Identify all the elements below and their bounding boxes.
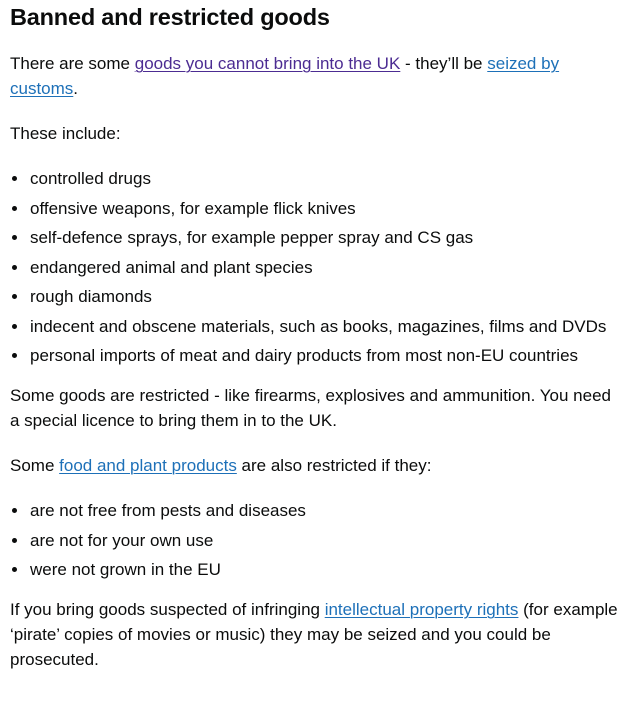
list-item: offensive weapons, for example flick knives	[10, 196, 621, 221]
these-include-text: These include:	[10, 124, 121, 143]
intro-text-before: There are some	[10, 54, 135, 73]
list-item: rough diamonds	[10, 284, 621, 309]
banned-goods-list	[10, 166, 621, 368]
food-text-before: Some	[10, 456, 60, 475]
food-paragraph	[10, 453, 621, 478]
restricted-goods-paragraph: Some goods are restricted - like firearms, explosives and ammunition. You need a special licence to bring them in to the UK.	[10, 386, 611, 430]
intro-text-middle: - they’ll be	[400, 54, 488, 73]
list-item: controlled drugs	[10, 166, 621, 191]
list-item: self-defence sprays, for example pepper spray and CS gas	[10, 225, 621, 250]
food-and-plant-products-link[interactable]: food and plant products	[59, 456, 237, 475]
food-conditions-list	[10, 498, 621, 582]
list-item: personal imports of meat and dairy products from most non-EU countries	[10, 343, 621, 368]
ipr-text-after: (for example ‘pirate’ copies of movies or music) they may be seized and you could be prosecuted.	[10, 600, 618, 669]
list-item: are not free from pests and diseases	[10, 498, 621, 523]
seized-by-customs-link[interactable]: seized by customs	[10, 54, 560, 98]
list-item: are not for your own use	[10, 528, 621, 553]
intro-text-after: .	[73, 79, 79, 98]
page-heading: Banned and restricted goods	[10, 4, 330, 30]
intellectual-property-rights-link[interactable]: intellectual property rights	[324, 600, 519, 619]
ipr-paragraph	[10, 597, 621, 672]
banned-goods-link[interactable]: goods you cannot bring into the UK	[134, 54, 401, 73]
ipr-text-before: If you bring goods suspected of infringing	[10, 600, 325, 619]
intro-paragraph	[10, 51, 621, 101]
list-item: were not grown in the EU	[10, 557, 621, 582]
list-item: indecent and obscene materials, such as books, magazines, films and DVDs	[10, 314, 621, 339]
list-item: endangered animal and plant species	[10, 255, 621, 280]
food-text-after: are also restricted if they:	[236, 456, 432, 475]
